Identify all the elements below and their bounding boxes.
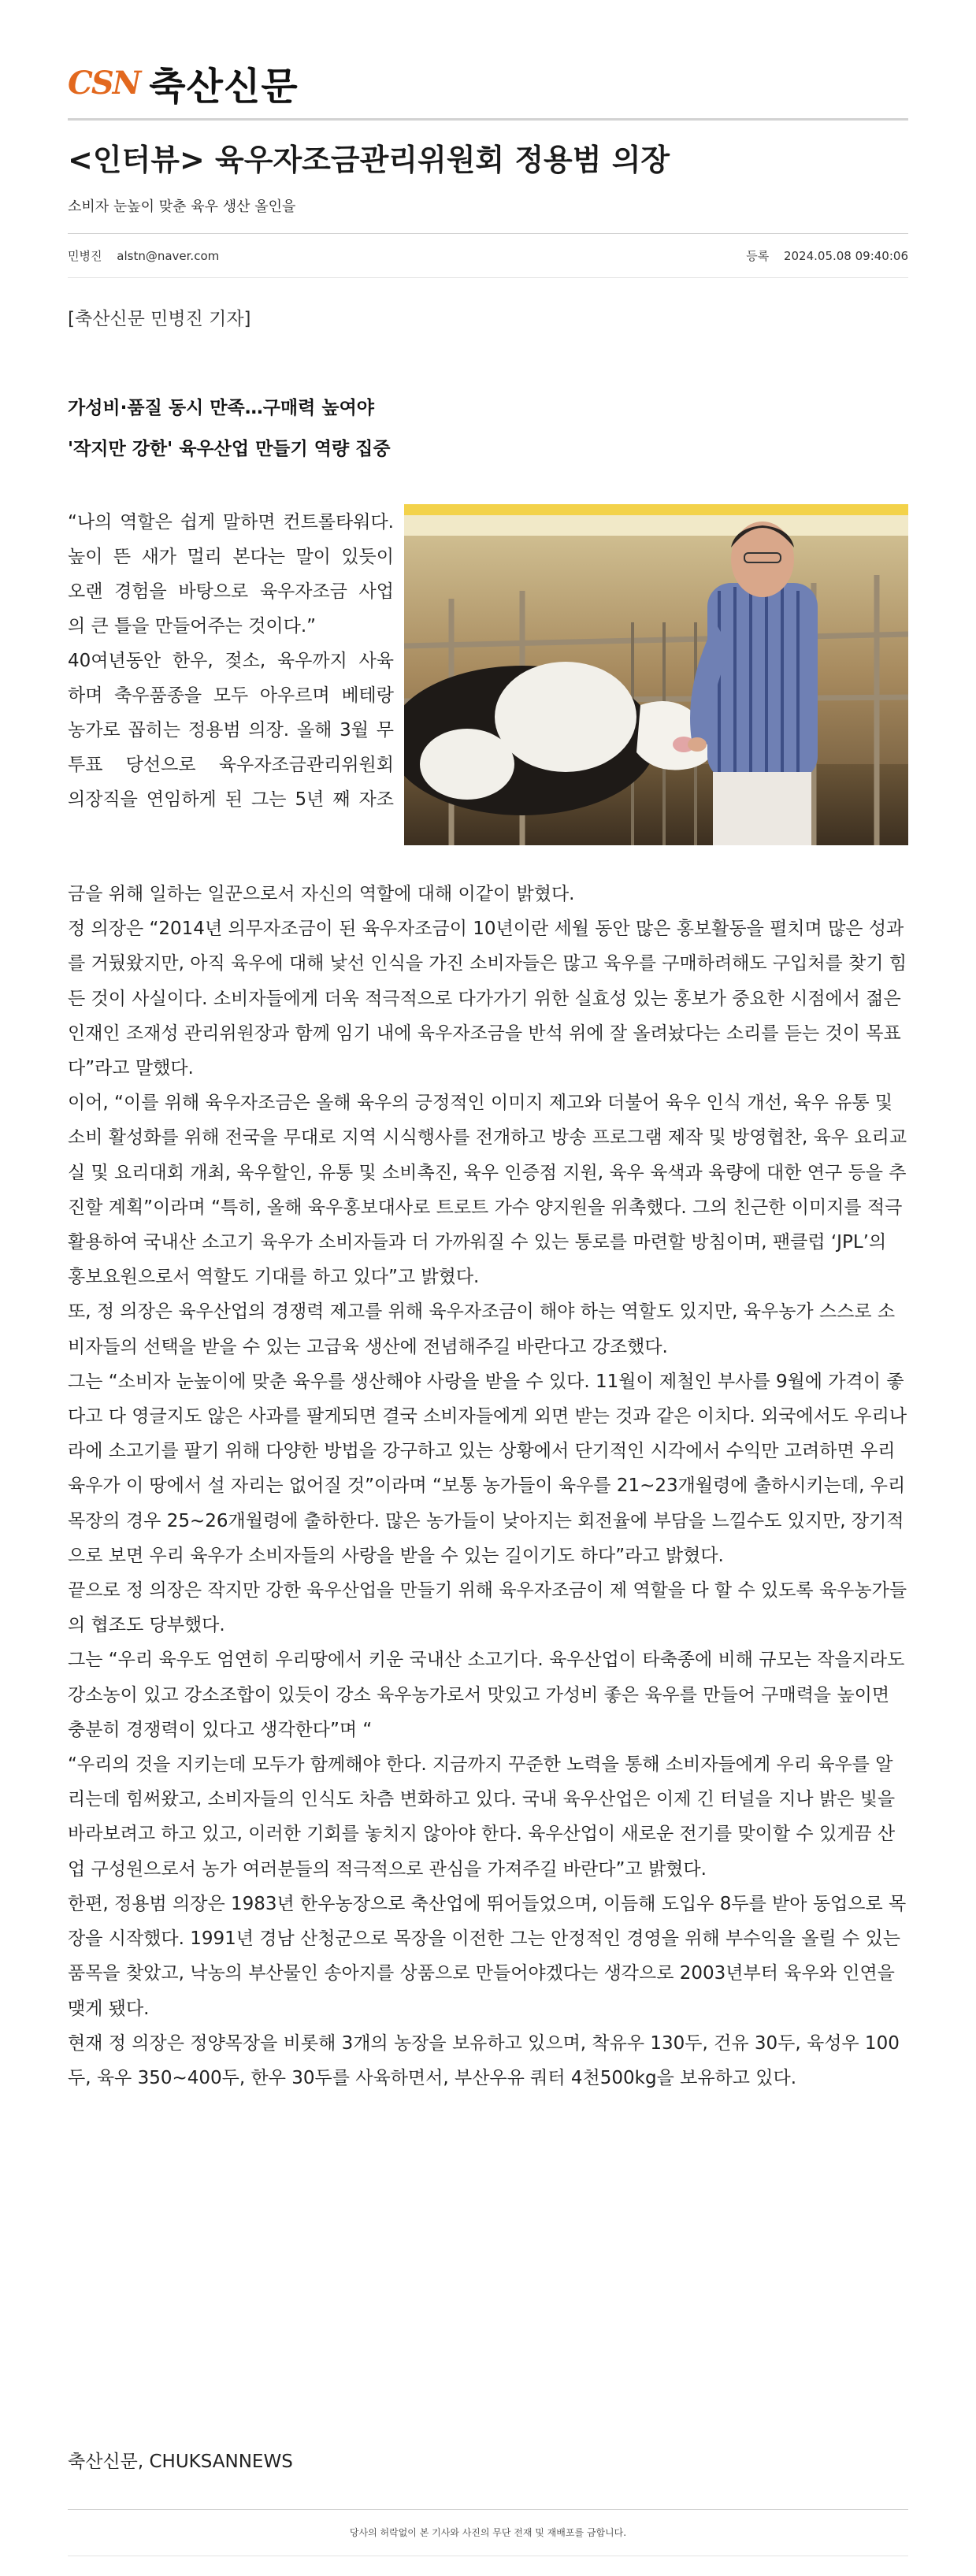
article-body xyxy=(68,877,908,2095)
body-paragraph: 끝으로 정 의장은 작지만 강한 육우산업을 만들기 위해 육우자조금이 제 역할을 다 할 수 있도록 육우농가들의 협조도 당부했다. xyxy=(68,1580,907,1636)
copyright-notice: 당사의 허락없이 본 기사와 사진의 무단 전재 및 재배포를 금합니다. xyxy=(349,2527,627,2538)
reporter-info xyxy=(68,247,219,264)
body-paragraph: “우리의 것을 지키는데 모두가 함께해야 한다. 지금까지 꾸준한 노력을 통해 소비자들에게 우리 육우를 알리는데 힘써왔고, 소비자들의 인식도 차츰 변화하고 있다. 국내 육우산업은 이제 긴 터널을 지나 밝은 빛을 바라보려고 하고 있고, 이러한 기회를 놓치지 않아야 한다. 육우산업이 새로운 전기를 맞이할 수 있게끔 산업 구성원으로서 농가 여러분들의 적극적으로 관심을 가져주길 바란다”고 밝혔다. xyxy=(68,1754,896,1880)
body-paragraph: 정 의장은 “2014년 의무자조금이 된 육우자조금이 10년이란 세월 동안 많은 홍보활동을 펼치며 많은 성과를 거뒀왔지만, 아직 육우에 대해 낯선 인식을 가진 소비자들은 많고 육우를 구매하려해도 구입처를 찾기 힘든 것이 사실이다. 소비자들에게 더욱 적극적으로 다가가기 위한 실효성 있는 홍보가 중요한 시점에서 젊은 인재인 조재성 관리위원장과 함께 임기 내에 육우자조금을 반석 위에 잘 올려놨다는 소리를 듣는 것이 목표다”라고 말했다. xyxy=(68,919,907,1079)
intro-line: 하며 축우품종을 모두 아우르며 베테랑 xyxy=(68,685,394,706)
intro-line: 의장직을 연임하게 된 그는 5년 째 자조 xyxy=(68,789,394,810)
body-paragraph: 한편, 정용범 의장은 1983년 한우농장으로 축산업에 뛰어들었으며, 이듬해 도입우 8두를 받아 동업으로 목장을 시작했다. 1991년 경남 산청군으로 목장을 이전한 그는 안정적인 경영을 위해 부수익을 올릴 수 있는 품목을 찾았고, 낙농의 부산물인 송아지를 상품으로 만들어야겠다는 생각으로 2003년부터 육우와 인연을 맺게 됐다. xyxy=(68,1893,907,2019)
site-masthead[interactable] xyxy=(68,55,299,110)
byline-divider xyxy=(68,277,908,278)
article-title: <인터뷰> 육우자조금관리위원회 정용범 의장 xyxy=(68,143,670,177)
intro-line: 투표 당선으로 육우자조금관리위원회 xyxy=(68,755,394,775)
reporter-email[interactable]: alstn@naver.com xyxy=(117,249,220,263)
publish-date xyxy=(746,247,908,264)
source-tag: [축산신문 민병진 기자] xyxy=(68,309,251,329)
footer-divider xyxy=(68,2509,908,2510)
intro-column xyxy=(68,505,394,817)
intro-line: 높이 뜬 새가 멀리 본다는 말이 있듯이 xyxy=(68,547,394,567)
intro-line: 의 큰 틀을 만들어주는 것이다.” xyxy=(68,616,317,637)
intro-line: “나의 역할은 쉽게 말하면 컨트롤타워다. xyxy=(68,512,394,533)
body-paragraph: 금을 위해 일하는 일꾼으로서 자신의 역할에 대해 이같이 밝혔다. xyxy=(68,884,575,904)
date-value: 2024.05.08 09:40:06 xyxy=(783,249,908,263)
intro-line: 오랜 경험을 바탕으로 육우자조금 사업 xyxy=(68,581,394,602)
article-subtitle: 소비자 눈높이 맞춘 육우 생산 올인을 xyxy=(68,199,296,215)
headline-line: 가성비·품질 동시 만족…구매력 높여야 xyxy=(68,398,375,418)
body-paragraph: 현재 정 의장은 정양목장을 비롯해 3개의 농장을 보유하고 있으며, 착유우 130두, 건유 30두, 육성우 100두, 육우 350~400두, 한우 30두를 사육하면서, 부산우유 쿼터 4천500kg을 보유하고 있다. xyxy=(68,2032,900,2088)
article-photo xyxy=(404,504,908,845)
body-paragraph: 이어, “이를 위해 육우자조금은 올해 육우의 긍정적인 이미지 제고와 더불어 육우 인식 개선, 육우 유통 및 소비 활성화를 위해 전국을 무대로 지역 시식행사를 전개하고 방송 프로그램 제작 및 방영협찬, 육우 요리교실 및 요리대회 개최, 육우할인, 유통 및 소비촉진, 육우 인증점 지원, 육우 육색과 육량에 대한 연구 등을 추진할 계획”이라며 “특히, 올해 육우홍보대사로 트로트 가수 양지원을 위촉했다. 그의 친근한 이미지를 적극 활용하여 국내산 소고기 육우가 소비자들과 더 가까워질 수 있는 통로를 마련할 방침이며, 팬클럽 ‘JPL’의 홍보요원으로서 역할도 기대를 하고 있다”고 밝혔다. xyxy=(68,1093,907,1288)
intro-line: 농가로 꼽히는 정용범 의장. 올해 3월 무 xyxy=(68,720,394,741)
footer-source: 축산신문, CHUKSANNEWS xyxy=(68,2452,293,2472)
body-paragraph: 또, 정 의장은 육우산업의 경쟁력 제고를 위해 육우자조금이 해야 하는 역할도 있지만, 육우농가 스스로 소비자들의 선택을 받을 수 있는 고급육 생산에 전념해주길 바란다고 강조했다. xyxy=(68,1301,896,1357)
site-name[interactable]: 축산신문 xyxy=(149,64,299,109)
byline xyxy=(68,247,908,266)
body-paragraph: 그는 “소비자 눈높이에 맞춘 육우를 생산해야 사랑을 받을 수 있다. 11월이 제철인 부사를 9월에 가격이 좋다고 다 영글지도 않은 사과를 팔게되면 결국 소비자들에게 외면 받는 것과 같은 이치다. 외국에서도 우리나라에 소고기를 팔기 위해 다양한 방법을 강구하고 있는 상황에서 단기적인 시각에서 수익만 고려하면 우리 육우가 이 땅에서 설 자리는 없어질 것”이라며 “보통 농가들이 육우를 21~23개월령에 출하시키는데, 우리 목장의 경우 25~26개월령에 출하한다. 많은 농가들이 낮아지는 회전율에 부담을 느낄수도 있지만, 장기적으로 보면 우리 육우가 소비자들의 사랑을 받을 수 있는 길이기도 하다”라고 밝혔다. xyxy=(68,1371,907,1566)
masthead-divider xyxy=(68,118,908,121)
subtitle-divider xyxy=(68,233,908,234)
csn-logo[interactable]: CSN xyxy=(68,64,140,102)
article-headline xyxy=(68,388,391,470)
date-label: 등록 xyxy=(746,249,770,263)
body-paragraph: 그는 “우리 육우도 엄연히 우리땅에서 키운 국내산 소고기다. 육우산업이 타축종에 비해 규모는 작을지라도 강소농이 있고 강소조합이 있듯이 강소 육우농가로서 맛있고 가성비 좋은 육우를 만들어 구매력을 높이면 충분히 경쟁력이 있다고 생각한다”며 “ xyxy=(68,1650,905,1740)
intro-line: 40여년동안 한우, 젖소, 육우까지 사육 xyxy=(68,651,394,671)
headline-line: '작지만 강한' 육우산업 만들기 역량 집중 xyxy=(68,439,391,459)
reporter-name: 민병진 xyxy=(68,249,102,263)
